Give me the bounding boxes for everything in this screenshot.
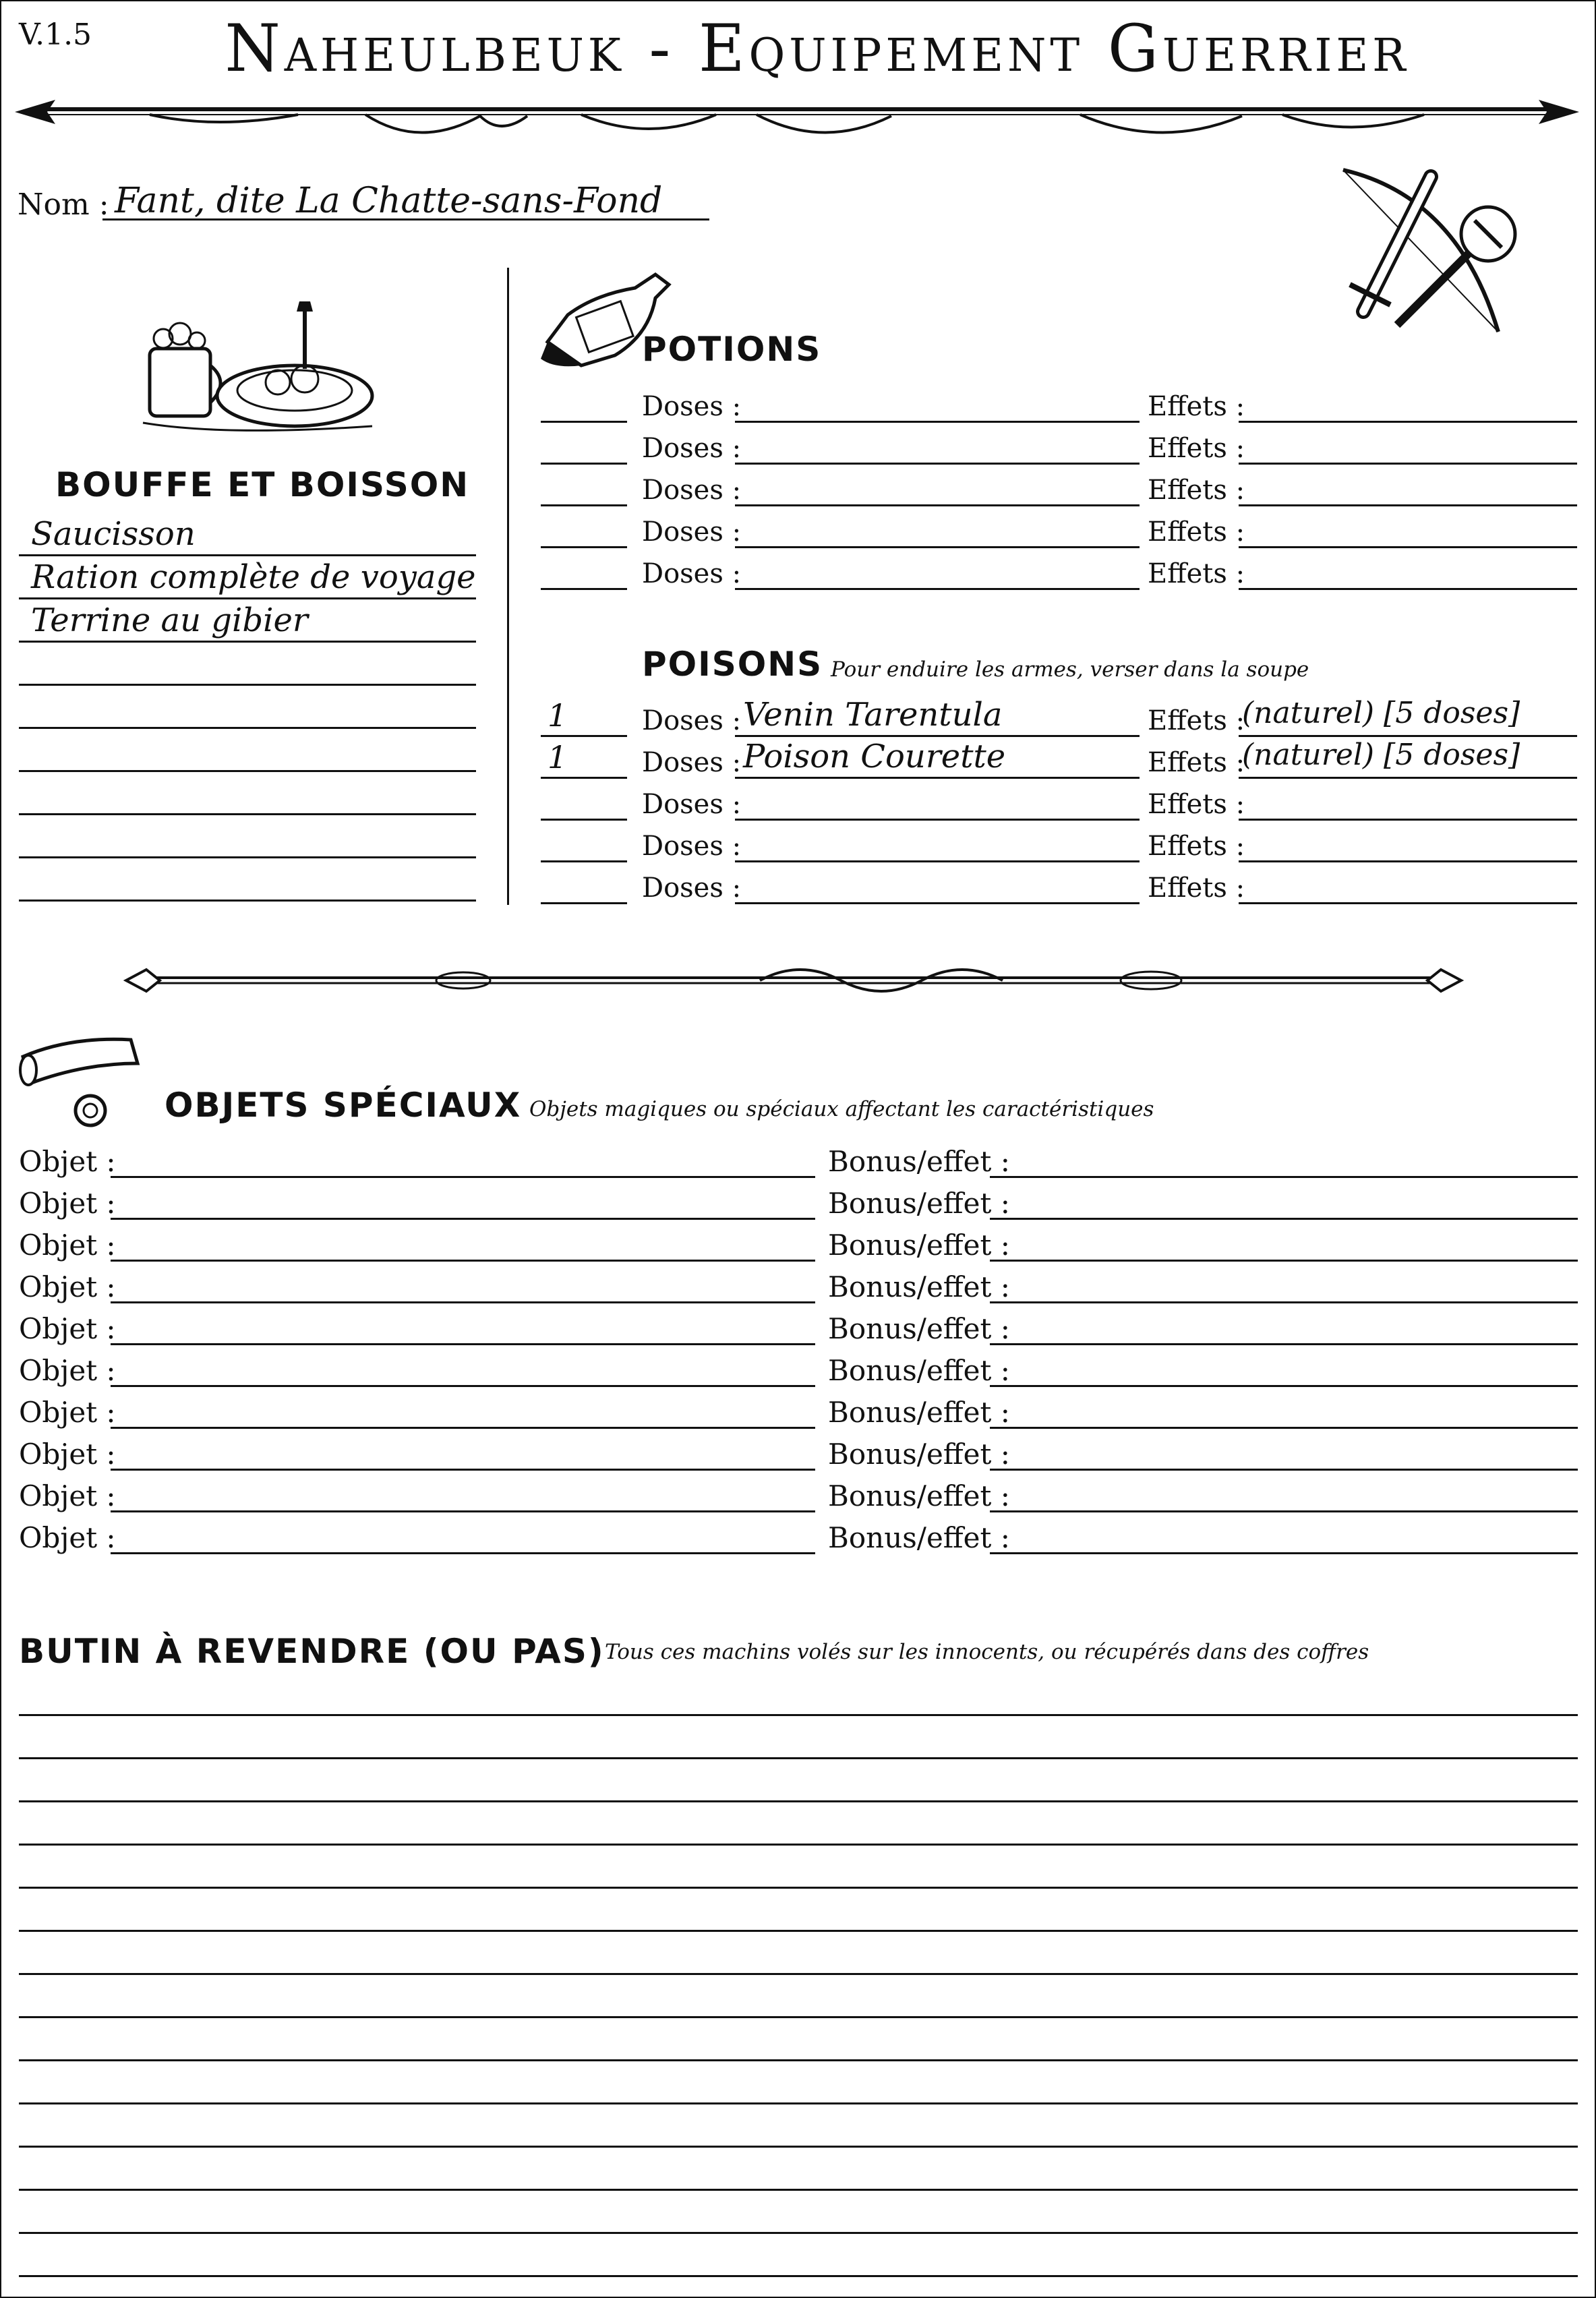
effets-label: Effets :: [1148, 873, 1245, 904]
food-item-text[interactable]: Terrine au gibier: [31, 601, 308, 639]
name-label: Nom :: [18, 187, 109, 222]
effets-label: Effets :: [1148, 433, 1245, 464]
quantity-line: [541, 504, 627, 506]
bonus-effet-label: Bonus/effet :: [828, 1438, 1010, 1471]
objet-label: Objet :: [19, 1438, 116, 1471]
effets-label: Effets :: [1148, 391, 1245, 422]
doses-value[interactable]: Venin Tarentula: [743, 696, 1003, 734]
column-divider: [507, 268, 509, 905]
name-value[interactable]: Fant, dite La Chatte-sans-Fond: [115, 181, 663, 221]
doses-line: [735, 504, 1140, 506]
bonus-effet-label: Bonus/effet :: [828, 1145, 1010, 1178]
quantity-value[interactable]: 1: [548, 697, 568, 734]
food-item-line: [19, 684, 476, 686]
objet-label: Objet :: [19, 1396, 116, 1429]
loot-line[interactable]: [19, 2232, 1578, 2234]
special-objects-heading: OBJETS SPÉCIAUX: [165, 1086, 522, 1125]
objet-input-line[interactable]: [111, 1385, 815, 1387]
doses-label: Doses :: [642, 831, 742, 862]
loot-heading: BUTIN À REVENDRE (OU PAS): [19, 1632, 605, 1671]
bonus-effet-label: Bonus/effet :: [828, 1229, 1010, 1262]
effets-line: [1239, 588, 1577, 590]
loot-line[interactable]: [19, 1973, 1578, 1975]
loot-line[interactable]: [19, 2146, 1578, 2148]
objet-input-line[interactable]: [111, 1218, 815, 1220]
doses-line: [735, 735, 1140, 737]
objet-label: Objet :: [19, 1479, 116, 1512]
effets-value[interactable]: (naturel) [5 doses]: [1242, 738, 1520, 772]
loot-line[interactable]: [19, 2275, 1578, 2277]
loot-line[interactable]: [19, 2059, 1578, 2061]
bonus-effet-label: Bonus/effet :: [828, 1396, 1010, 1429]
loot-note: Tous ces machins volés sur les innocents, ou récupérés dans des coffres: [605, 1640, 1369, 1664]
loot-line[interactable]: [19, 1844, 1578, 1846]
poisons-note: Pour enduire les armes, verser dans la soupe: [831, 657, 1309, 682]
doses-label: Doses :: [642, 517, 742, 548]
loot-line[interactable]: [19, 2189, 1578, 2191]
bonus-effet-label: Bonus/effet :: [828, 1354, 1010, 1387]
objet-input-line[interactable]: [111, 1552, 815, 1554]
doses-label: Doses :: [642, 789, 742, 820]
crossed-weapons-icon: [1323, 156, 1525, 338]
food-item-line: [19, 727, 476, 729]
quantity-line: [541, 546, 627, 548]
loot-line[interactable]: [19, 1930, 1578, 1932]
objet-label: Objet :: [19, 1270, 116, 1303]
scroll-ring-icon: [16, 1030, 158, 1131]
objet-label: Objet :: [19, 1145, 116, 1178]
effets-label: Effets :: [1148, 789, 1245, 820]
quantity-line: [541, 819, 627, 821]
bonus-effet-input-line[interactable]: [990, 1301, 1578, 1303]
effets-line: [1239, 777, 1577, 779]
bonus-effet-label: Bonus/effet :: [828, 1187, 1010, 1220]
doses-label: Doses :: [642, 747, 742, 778]
food-item-line: [19, 641, 476, 643]
doses-label: Doses :: [642, 705, 742, 736]
effets-line: [1239, 421, 1577, 423]
name-underline: [102, 218, 709, 220]
food-plate-icon: [143, 301, 379, 436]
objet-label: Objet :: [19, 1187, 116, 1220]
bonus-effet-input-line[interactable]: [990, 1260, 1578, 1262]
loot-line[interactable]: [19, 1887, 1578, 1889]
doses-line: [735, 860, 1140, 862]
food-item-line: [19, 813, 476, 815]
objet-input-line[interactable]: [111, 1510, 815, 1512]
loot-line[interactable]: [19, 1800, 1578, 1802]
bonus-effet-input-line[interactable]: [990, 1218, 1578, 1220]
doses-line: [735, 546, 1140, 548]
effets-line: [1239, 735, 1577, 737]
bonus-effet-label: Bonus/effet :: [828, 1479, 1010, 1512]
food-item-line: [19, 900, 476, 902]
bonus-effet-input-line[interactable]: [990, 1469, 1578, 1471]
loot-line[interactable]: [19, 2016, 1578, 2018]
staff-divider-icon: [126, 959, 1461, 999]
effets-label: Effets :: [1148, 705, 1245, 736]
effets-label: Effets :: [1148, 747, 1245, 778]
doses-line: [735, 463, 1140, 465]
effets-label: Effets :: [1148, 517, 1245, 548]
doses-line: [735, 777, 1140, 779]
quantity-value[interactable]: 1: [548, 739, 568, 775]
food-item-line: [19, 770, 476, 772]
quantity-line: [541, 777, 627, 779]
quantity-line: [541, 735, 627, 737]
bonus-effet-input-line[interactable]: [990, 1510, 1578, 1512]
effets-line: [1239, 463, 1577, 465]
doses-label: Doses :: [642, 873, 742, 904]
effets-line: [1239, 546, 1577, 548]
page-title: Naheulbeuk - Equipement Guerrier: [225, 11, 1410, 86]
food-item-line: [19, 856, 476, 858]
effets-line: [1239, 819, 1577, 821]
food-item-text[interactable]: Ration complète de voyage: [31, 558, 476, 596]
objet-label: Objet :: [19, 1229, 116, 1262]
effets-label: Effets :: [1148, 558, 1245, 589]
loot-line[interactable]: [19, 2102, 1578, 2104]
objet-input-line[interactable]: [111, 1260, 815, 1262]
food-item-line: [19, 597, 476, 599]
objet-label: Objet :: [19, 1354, 116, 1387]
doses-line: [735, 902, 1140, 904]
doses-label: Doses :: [642, 475, 742, 506]
food-item-line: [19, 554, 476, 556]
bonus-effet-input-line[interactable]: [990, 1343, 1578, 1345]
version-label: V.1.5: [19, 18, 92, 52]
poisons-heading: POISONS: [642, 645, 823, 684]
potions-heading: POTIONS: [642, 330, 822, 369]
doses-line: [735, 588, 1140, 590]
objet-input-line[interactable]: [111, 1427, 815, 1429]
objet-input-line[interactable]: [111, 1176, 815, 1178]
doses-value[interactable]: Poison Courette: [743, 738, 1006, 775]
spear-divider-icon: [15, 89, 1579, 150]
doses-label: Doses :: [642, 433, 742, 464]
quantity-line: [541, 902, 627, 904]
bonus-effet-input-line[interactable]: [990, 1385, 1578, 1387]
quantity-line: [541, 588, 627, 590]
objet-label: Objet :: [19, 1521, 116, 1554]
objet-input-line[interactable]: [111, 1301, 815, 1303]
loot-line[interactable]: [19, 1757, 1578, 1759]
doses-label: Doses :: [642, 558, 742, 589]
objet-label: Objet :: [19, 1312, 116, 1345]
special-objects-note: Objets magiques ou spéciaux affectant les caractéristiques: [529, 1097, 1154, 1121]
objet-input-line[interactable]: [111, 1469, 815, 1471]
quantity-line: [541, 421, 627, 423]
doses-label: Doses :: [642, 391, 742, 422]
effets-line: [1239, 504, 1577, 506]
bonus-effet-input-line[interactable]: [990, 1427, 1578, 1429]
bonus-effet-input-line[interactable]: [990, 1552, 1578, 1554]
effets-line: [1239, 860, 1577, 862]
effets-label: Effets :: [1148, 475, 1245, 506]
effets-label: Effets :: [1148, 831, 1245, 862]
bonus-effet-label: Bonus/effet :: [828, 1521, 1010, 1554]
effets-line: [1239, 902, 1577, 904]
loot-line[interactable]: [19, 1714, 1578, 1716]
objet-input-line[interactable]: [111, 1343, 815, 1345]
food-heading: BOUFFE ET BOISSON: [55, 465, 470, 504]
doses-line: [735, 819, 1140, 821]
doses-line: [735, 421, 1140, 423]
quantity-line: [541, 860, 627, 862]
bonus-effet-label: Bonus/effet :: [828, 1312, 1010, 1345]
quantity-line: [541, 463, 627, 465]
bonus-effet-input-line[interactable]: [990, 1176, 1578, 1178]
bonus-effet-label: Bonus/effet :: [828, 1270, 1010, 1303]
effets-value[interactable]: (naturel) [5 doses]: [1242, 696, 1520, 730]
food-item-text[interactable]: Saucisson: [31, 515, 196, 553]
